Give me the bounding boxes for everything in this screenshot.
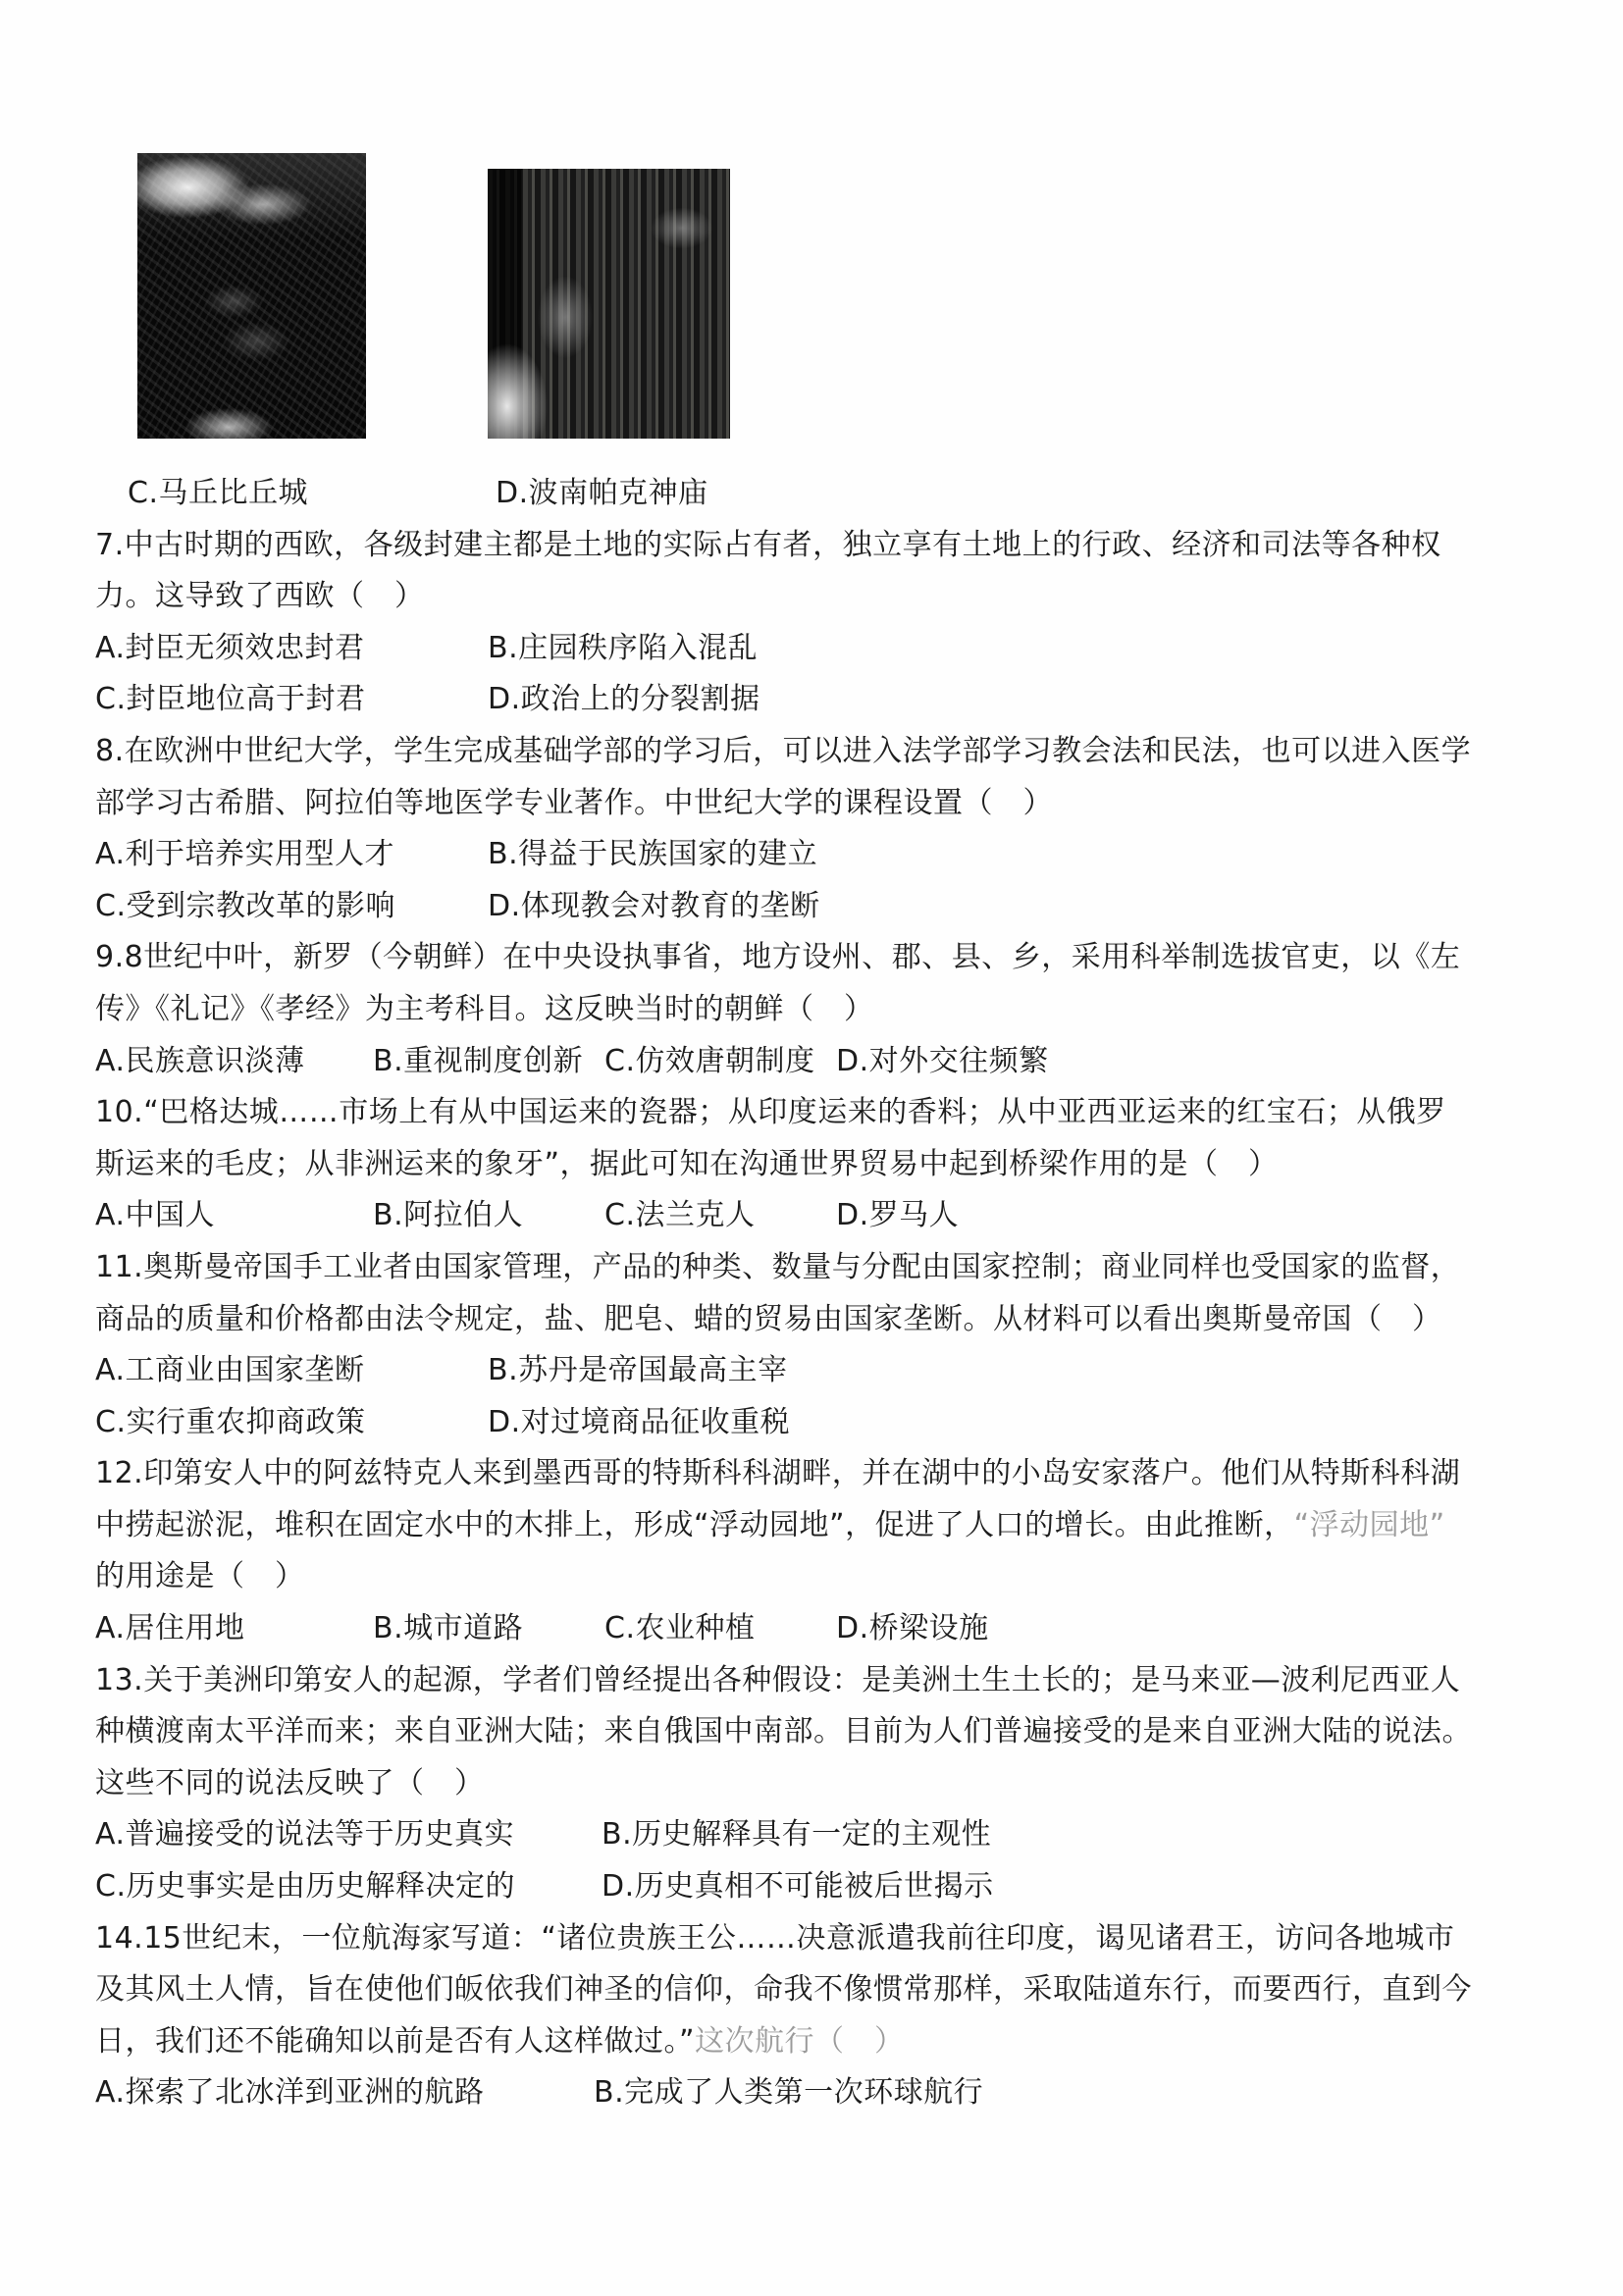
question-8-option-A: A.利于培养实用型人才 — [95, 837, 395, 872]
question-11-option-C: C.实行重农抑商政策 — [95, 1404, 366, 1439]
question-7 — [95, 520, 1538, 726]
stem-text: 斯运来的毛皮；从非洲运来的象牙”，据此可知在沟通世界贸易中起到桥梁作用的是（ ） — [95, 1146, 1279, 1181]
question-8 — [95, 726, 1538, 932]
question-11-stem-line-1 — [95, 1242, 1538, 1294]
question-14 — [95, 1913, 1538, 2119]
exam-content — [95, 142, 1538, 2119]
question-13-stem-line-3 — [95, 1758, 1538, 1810]
figure-caption-d: D.波南帕克神庙 — [496, 476, 708, 510]
question-9-stem-line-1 — [95, 932, 1538, 984]
figure-captions — [95, 468, 1538, 520]
question-9-stem-line-2 — [95, 984, 1538, 1036]
question-list — [95, 520, 1538, 2119]
stem-text: 9.8世纪中叶，新罗（今朝鲜）在中央设执事省，地方设州、郡、县、乡，采用科举制选拔官吏，以《左 — [95, 940, 1461, 975]
question-11 — [95, 1242, 1538, 1448]
question-10-options-row-1 — [95, 1190, 1538, 1242]
stem-text: 8.在欧洲中世纪大学，学生完成基础学部的学习后，可以进入法学部学习教会法和民法，也可以进入医学 — [95, 733, 1472, 768]
question-11-option-D: D.对过境商品征收重税 — [488, 1404, 791, 1439]
question-7-stem-line-1 — [95, 520, 1538, 572]
stem-text: 传》《礼记》《孝经》为主考科目。这反映当时的朝鲜（ ） — [95, 991, 874, 1026]
stem-text: 14.15世纪末，一位航海家写道：“诸位贵族王公……决意派遣我前往印度，谒见诸君王，访问各地城市 — [95, 1920, 1455, 1956]
question-13 — [95, 1655, 1538, 1913]
stem-text: 这些不同的说法反映了（ ） — [95, 1765, 485, 1800]
question-13-options-row-2 — [95, 1861, 1538, 1913]
stem-text: 11.奥斯曼帝国手工业者由国家管理，产品的种类、数量与分配由国家控制；商业同样也受国家的监督， — [95, 1249, 1461, 1284]
question-9-option-C: C.仿效唐朝制度 — [604, 1043, 815, 1078]
question-12-option-D: D.桥梁设施 — [836, 1611, 989, 1646]
question-13-option-A: A.普遍接受的说法等于历史真实 — [95, 1817, 515, 1852]
question-10-option-C: C.法兰克人 — [604, 1198, 756, 1233]
stem-text: 力。这导致了西欧（ ） — [95, 579, 425, 614]
question-9-option-B: B.重视制度创新 — [373, 1043, 584, 1078]
stem-text: 及其风土人情，旨在使他们皈依我们神圣的信仰，命我不像惯常那样，采取陆道东行，而要西行，直到今 — [95, 1972, 1472, 2008]
stem-text: 12.印第安人中的阿兹特克人来到墨西哥的特斯科科湖畔，并在湖中的小岛安家落户。他们从特斯科科湖 — [95, 1456, 1461, 1491]
question-13-options-row-1 — [95, 1809, 1538, 1861]
bonampak-temple-photo — [488, 169, 730, 439]
question-13-option-D: D.历史真相不可能被后世揭示 — [602, 1869, 994, 1905]
question-12-option-C: C.农业种植 — [604, 1611, 756, 1646]
figure-caption-c: C.马丘比丘城 — [128, 476, 308, 510]
question-11-stem-line-2 — [95, 1294, 1538, 1346]
stem-text: 日，我们还不能确知以前是否有人这样做过。” — [95, 2023, 696, 2059]
question-14-option-A: A.探索了北冰洋到亚洲的航路 — [95, 2075, 485, 2111]
machu-picchu-photo — [137, 153, 366, 439]
question-8-option-D: D.体现教会对教育的垄断 — [488, 888, 820, 923]
question-8-option-B: B.得益于民族国家的建立 — [488, 837, 818, 872]
question-10-option-B: B.阿拉伯人 — [373, 1198, 524, 1233]
question-8-options-row-2 — [95, 881, 1538, 933]
question-8-options-row-1 — [95, 829, 1538, 881]
question-13-stem-line-2 — [95, 1706, 1538, 1758]
question-12 — [95, 1448, 1538, 1654]
question-11-option-B: B.苏丹是帝国最高主宰 — [488, 1353, 788, 1388]
question-12-stem-line-2 — [95, 1500, 1538, 1552]
stem-text: 种横渡南太平洋而来；来自亚洲大陆；来自俄国中南部。目前为人们普遍接受的是来自亚洲大陆的说法。 — [95, 1714, 1472, 1749]
stem-text-muted: “浮动园地” — [1293, 1507, 1445, 1542]
stem-text: 商品的质量和价格都由法令规定，盐、肥皂、蜡的贸易由国家垄断。从材料可以看出奥斯曼帝国（ ） — [95, 1301, 1442, 1336]
question-10-stem-line-2 — [95, 1139, 1538, 1191]
question-7-stem-line-2 — [95, 571, 1538, 623]
question-7-option-C: C.封臣地位高于封君 — [95, 682, 366, 717]
question-12-stem-line-3 — [95, 1551, 1538, 1603]
question-13-stem-line-1 — [95, 1655, 1538, 1707]
question-9-options-row-1 — [95, 1036, 1538, 1088]
question-9 — [95, 932, 1538, 1087]
question-14-stem-line-1 — [95, 1913, 1538, 1965]
question-7-option-A: A.封臣无须效忠封君 — [95, 630, 365, 665]
figure-row — [95, 142, 1538, 468]
stem-text: 中捞起淤泥，堆积在固定水中的木排上，形成“浮动园地”，促进了人口的增长。由此推断， — [95, 1507, 1294, 1542]
question-11-options-row-2 — [95, 1397, 1538, 1449]
question-10-option-D: D.罗马人 — [836, 1198, 960, 1233]
question-9-option-A: A.民族意识淡薄 — [95, 1043, 305, 1078]
stem-text: 10.“巴格达城……市场上有从中国运来的瓷器；从印度运来的香料；从中亚西亚运来的红宝石；从俄罗 — [95, 1095, 1446, 1130]
stem-text: 7.中古时期的西欧，各级封建主都是土地的实际占有者，独立享有土地上的行政、经济和司法等各种权 — [95, 527, 1441, 562]
question-14-option-B: B.完成了人类第一次环球航行 — [594, 2075, 984, 2111]
question-8-stem-line-1 — [95, 726, 1538, 778]
question-7-option-B: B.庄园秩序陷入混乱 — [488, 630, 759, 665]
question-7-option-D: D.政治上的分裂割据 — [488, 682, 760, 717]
question-8-stem-line-2 — [95, 778, 1538, 830]
question-12-option-B: B.城市道路 — [373, 1611, 524, 1646]
question-13-option-C: C.历史事实是由历史解释决定的 — [95, 1869, 515, 1905]
question-13-option-B: B.历史解释具有一定的主观性 — [602, 1817, 992, 1852]
question-11-options-row-1 — [95, 1345, 1538, 1397]
question-12-options-row-1 — [95, 1603, 1538, 1655]
question-14-stem-line-3 — [95, 2016, 1538, 2068]
question-9-option-D: D.对外交往频繁 — [836, 1043, 1049, 1078]
question-10 — [95, 1087, 1538, 1242]
question-7-options-row-1 — [95, 623, 1538, 675]
question-14-options-row-1 — [95, 2067, 1538, 2119]
stem-text: 13.关于美洲印第安人的起源，学者们曾经提出各种假设：是美洲土生土长的；是马来亚—波利尼西亚人 — [95, 1662, 1461, 1697]
stem-text: 的用途是（ ） — [95, 1559, 305, 1594]
question-12-stem-line-1 — [95, 1448, 1538, 1500]
question-10-option-A: A.中国人 — [95, 1198, 216, 1233]
question-14-stem-line-2 — [95, 1964, 1538, 2016]
question-10-stem-line-1 — [95, 1087, 1538, 1139]
question-8-option-C: C.受到宗教改革的影响 — [95, 888, 395, 923]
question-11-option-A: A.工商业由国家垄断 — [95, 1353, 365, 1388]
stem-text: 部学习古希腊、阿拉伯等地医学专业著作。中世纪大学的课程设置（ ） — [95, 785, 1053, 820]
stem-text-muted: 这次航行（ ） — [695, 2023, 905, 2059]
question-12-option-A: A.居住用地 — [95, 1611, 245, 1646]
question-7-options-row-2 — [95, 674, 1538, 726]
